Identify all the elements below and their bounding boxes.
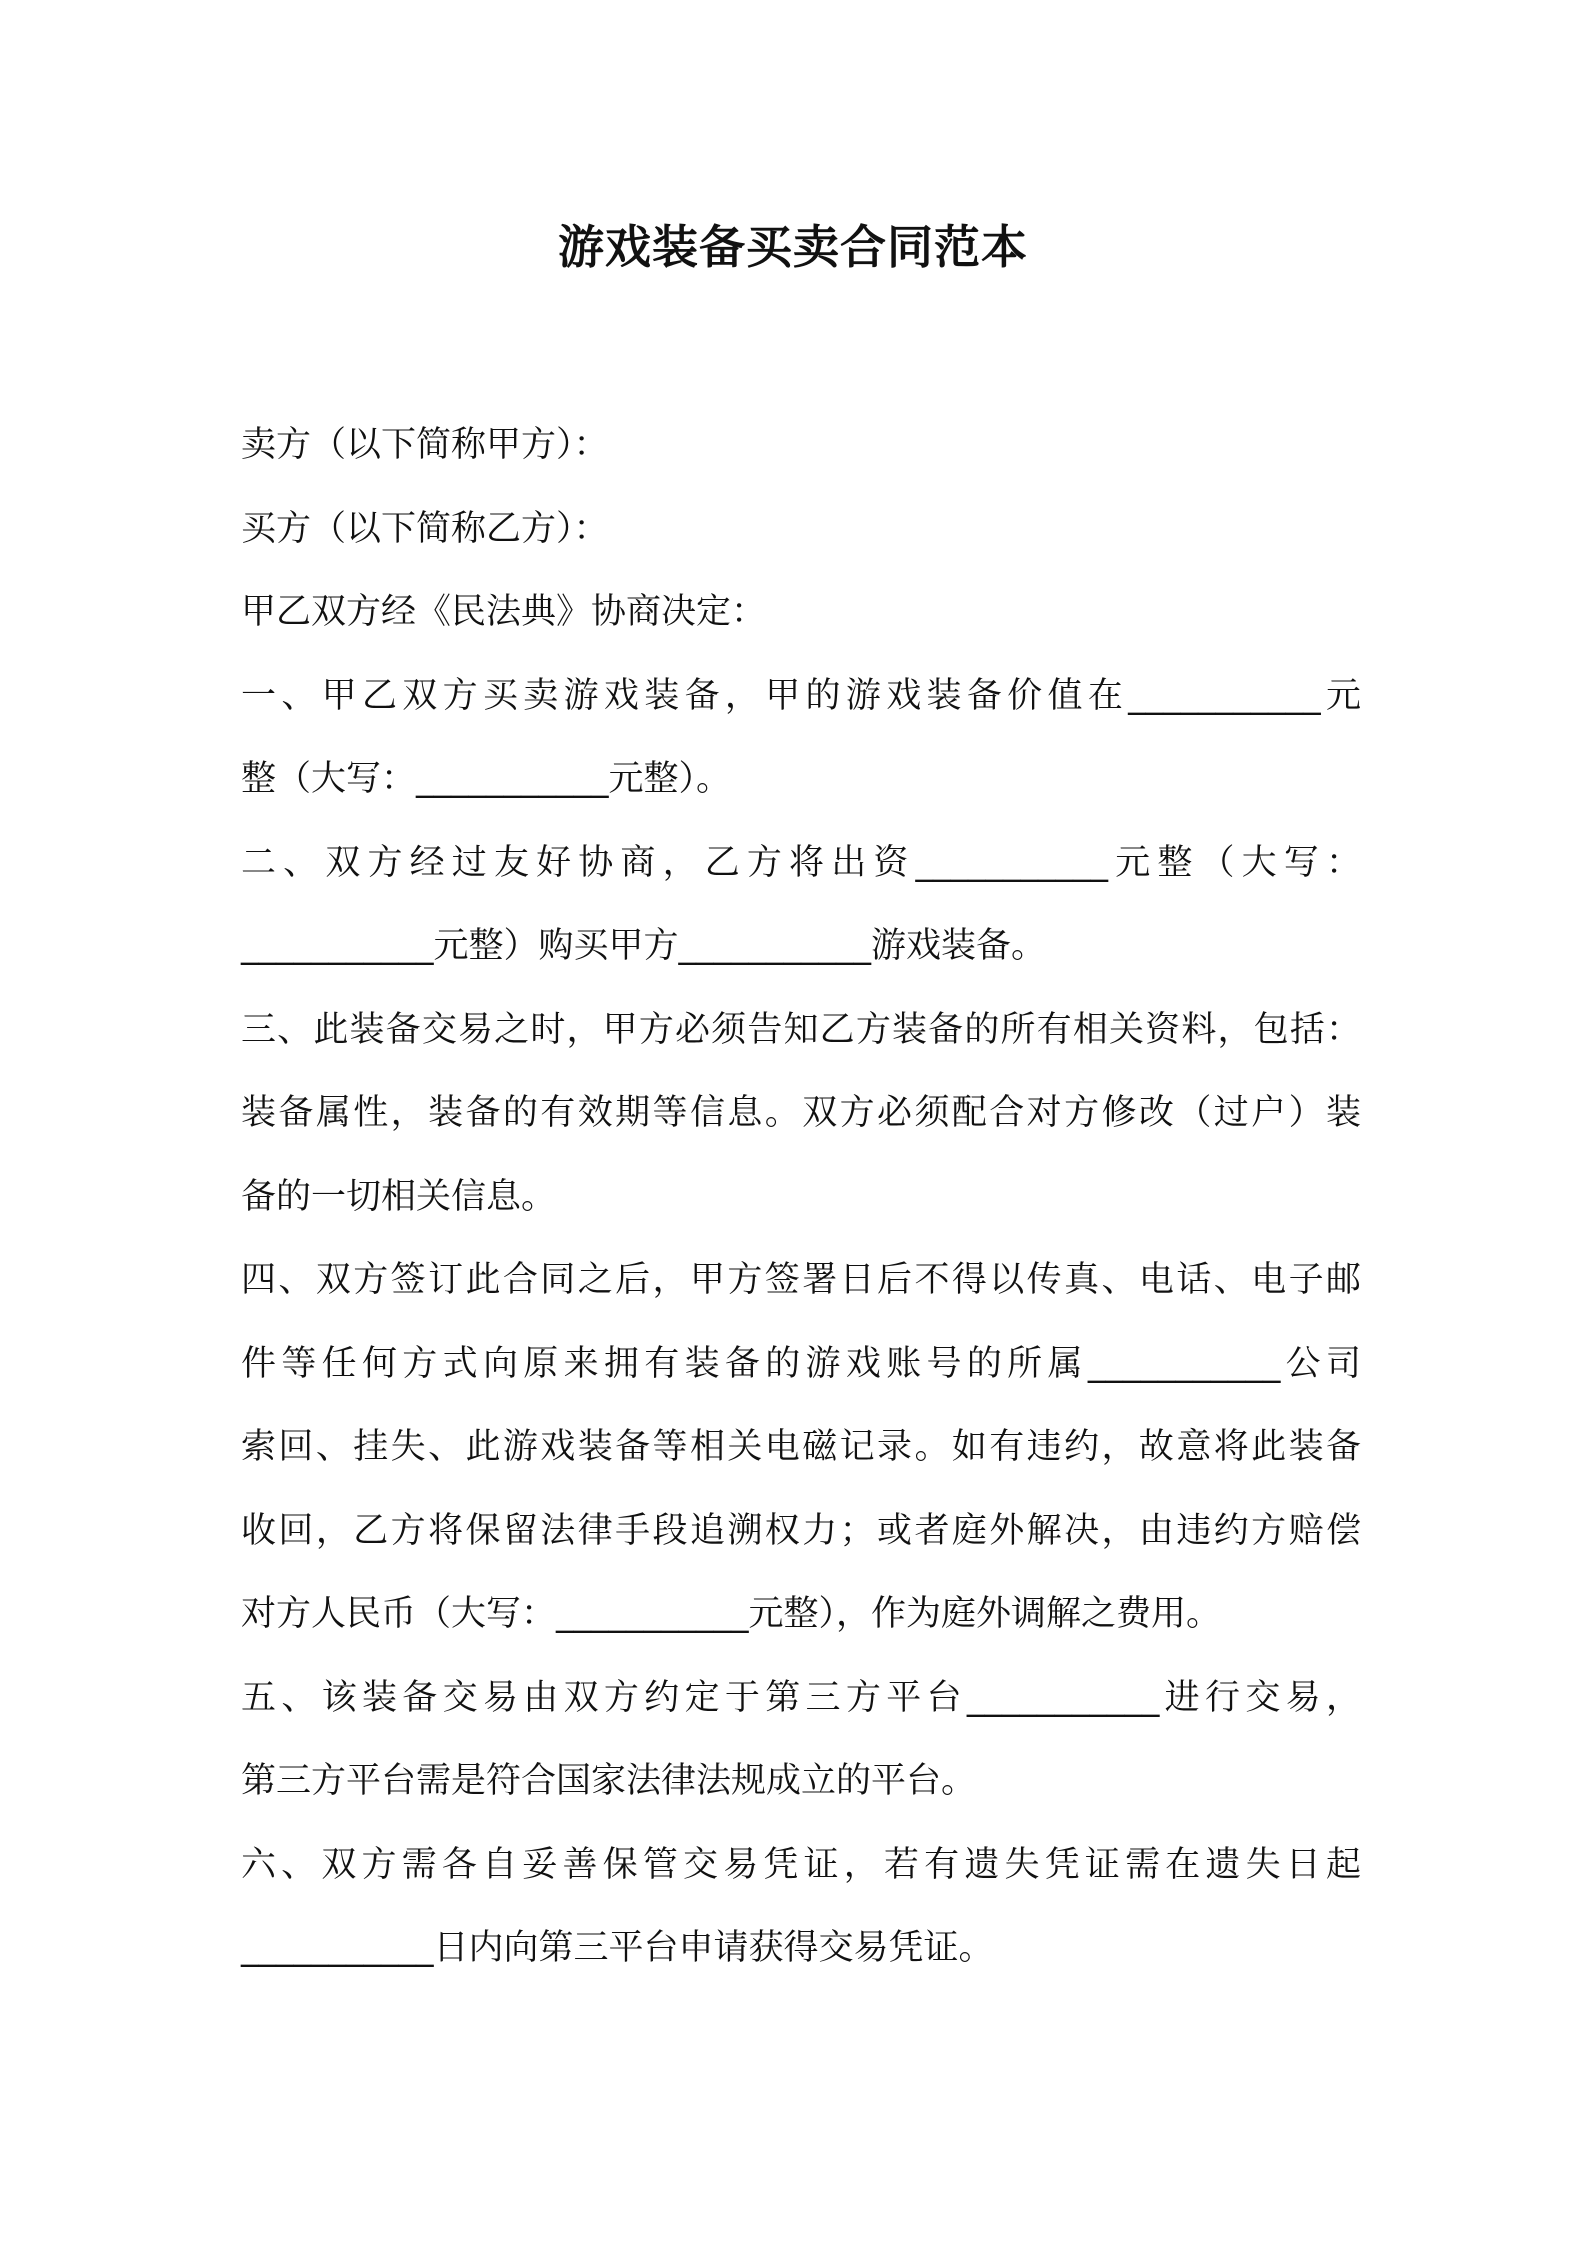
- document-title: 游戏装备买卖合同范本: [558, 220, 1028, 274]
- text-line: 二、双方经过友好协商，乙方将出资___________元整（大写：: [241, 842, 1361, 883]
- text-line: 件等任何方式向原来拥有装备的游戏账号的所属___________公司: [241, 1343, 1361, 1384]
- text-line: 五、该装备交易由双方约定于第三方平台___________进行交易，: [241, 1677, 1361, 1718]
- text-line: 买方（以下简称乙方）：: [241, 508, 609, 549]
- text-line: 甲乙双方经《民法典》协商决定：: [241, 592, 767, 632]
- text-line: 一、甲乙双方买卖游戏装备，甲的游戏装备价值在___________元: [241, 675, 1361, 716]
- contract-body: [241, 404, 1361, 1991]
- text-line: 备的一切相关信息。: [241, 1176, 557, 1217]
- text-line: 六、双方需各自妥善保管交易凭证，若有遗失凭证需在遗失日起: [241, 1844, 1361, 1885]
- text-line: ___________元整）购买甲方___________游戏装备。: [241, 926, 1047, 966]
- text-line: 装备属性，装备的有效期等信息。双方必须配合对方修改（过户）装: [241, 1093, 1361, 1133]
- text-line: 对方人民币（大写：___________元整），作为庭外调解之费用。: [241, 1594, 1222, 1634]
- text-line: 索回、挂失、此游戏装备等相关电磁记录。如有违约，故意将此装备: [241, 1427, 1361, 1467]
- text-line: 收回，乙方将保留法律手段追溯权力；或者庭外解决，由违约方赔偿: [241, 1510, 1361, 1551]
- text-line: 卖方（以下简称甲方）：: [241, 425, 609, 465]
- text-line: 第三方平台需是符合国家法律法规成立的平台。: [241, 1761, 977, 1801]
- text-line: 整（大写：___________元整）。: [241, 759, 732, 799]
- text-line: 四、双方签订此合同之后，甲方签署日后不得以传真、电话、电子邮: [241, 1260, 1361, 1300]
- text-line: ___________日内向第三平台申请获得交易凭证。: [241, 1928, 994, 1968]
- text-line: 三、此装备交易之时，甲方必须告知乙方装备的所有相关资料，包括：: [241, 1009, 1361, 1050]
